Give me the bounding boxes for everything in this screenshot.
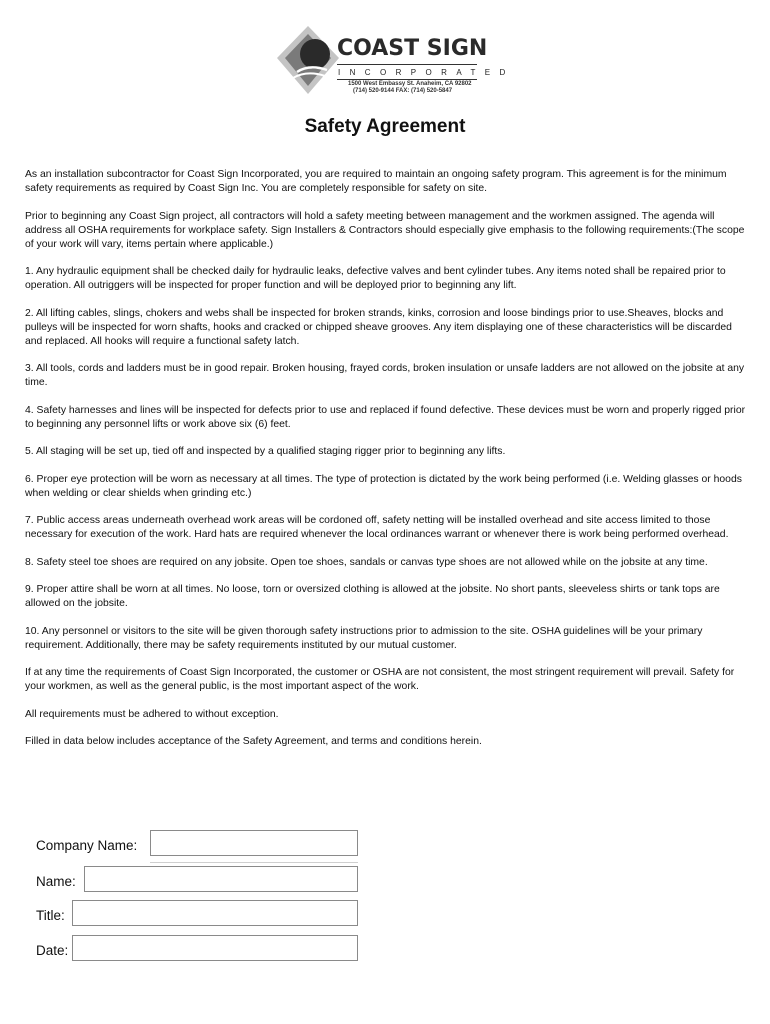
date-field[interactable]: [72, 935, 358, 961]
company-name-field[interactable]: [150, 830, 358, 856]
title-label: Title:: [36, 908, 65, 923]
name-field[interactable]: [84, 866, 358, 892]
paragraph-item-4: 4. Safety harnesses and lines will be inspected for defects prior to use and replaced if found defective. These devices must be worn and properly rigged prior to beginning any personnel lifts or work above six (6) feet.: [25, 404, 746, 430]
company-logo: [275, 24, 515, 104]
coast-sign-logo-icon: [275, 24, 341, 96]
paragraph-item-2: 2. All lifting cables, slings, chokers and webs shall be inspected for broken strands, kinks, corrosion and loose bindings prior to use.Sheaves, blocks and pulleys will be inspected for worn shafts, hooks and cracked or chipped sheave grooves. Any item displaying one of these characteristics will be discarded and replaced. All hooks will require a functional safety latch.: [25, 307, 732, 347]
title-field[interactable]: [72, 900, 358, 926]
company-name-field-shadow: [150, 862, 358, 863]
paragraph-item-3: 3. All tools, cords and ladders must be in good repair. Broken housing, frayed cords, broken insulation or unsafe ladders are not allowed on the jobsite at any time.: [25, 363, 745, 388]
document-title: Safety Agreement: [304, 116, 466, 137]
paragraph-item-1: 1. Any hydraulic equipment shall be checked daily for hydraulic leaks, defective valves and bent cylinder tubes. Any items noted shall be repaired prior to operation. All outriggers will be inspected for proper function and will be deployed prior to beginning any lift.: [25, 266, 726, 291]
paragraph-item-5: 5. All staging will be set up, tied off and inspected by a qualified staging rigger prior to beginning any lifts.: [25, 446, 506, 457]
paragraph-acceptance: Filled in data below includes acceptance of the Safety Agreement, and terms and conditions herein.: [25, 736, 482, 747]
paragraph-item-9: 9. Proper attire shall be worn at all times. No loose, torn or oversized clothing is allowed at the jobsite. No short pants, sleeveless shirts or tank tops are allowed on the jobsite.: [25, 584, 720, 609]
logo-divider: [337, 64, 477, 65]
paragraph-item-6: 6. Proper eye protection will be worn as necessary at all times. The type of protection is dictated by the work being performed (i.e. Welding glasses or hoods when welding or clear shields when grinding etc.): [25, 473, 742, 499]
logo-divider-lower: [337, 79, 477, 80]
paragraph-prior: Prior to beginning any Coast Sign project, all contractors will hold a safety meeting between management and the workmen assigned. The agenda will address all OSHA requirements for workplace safety. Sign Installers & Contractors should especially give emphasis to the following requirements:(The scope of your work will vary, items pertain where applicable.): [25, 210, 745, 250]
paragraph-item-10: 10. Any personnel or visitors to the site will be given thorough safety instructions prior to admission to the site. OSHA guidelines will be your primary requirement. Additionally, there may be safety requirements instituted by our mutual customer.: [25, 625, 703, 651]
paragraph-conflict: If at any time the requirements of Coast Sign Incorporated, the customer or OSHA are not consistent, the most stringent requirement will prevail. Safety for your workmen, as well as the general public, is the most important aspect of the work.: [25, 667, 735, 692]
logo-tagline: INCORPORATED: [338, 68, 515, 77]
logo-address: 1500 West Embassy St. Anaheim, CA 92802: [348, 81, 472, 87]
paragraph-adherence: All requirements must be adhered to without exception.: [25, 708, 279, 720]
date-label: Date:: [36, 943, 69, 958]
company-name-label: Company Name:: [36, 838, 138, 853]
agreement-body: [25, 168, 747, 763]
logo-name: COAST SIGN: [337, 36, 488, 61]
name-label: Name:: [36, 874, 76, 889]
paragraph-item-8: 8. Safety steel toe shoes are required on any jobsite. Open toe shoes, sandals or canvas type shoes are not allowed while on the jobsite at any time.: [25, 556, 708, 568]
paragraph-intro: As an installation subcontractor for Coast Sign Incorporated, you are required to maintain an ongoing safety program. This agreement is for the minimum safety requirements as required by Coast Sign Inc. You are completely responsible for safety on site.: [25, 169, 727, 194]
logo-phone: (714) 520-9144 FAX: (714) 520-5847: [353, 88, 453, 94]
paragraph-item-7: 7. Public access areas underneath overhead work areas will be cordoned off, safety netting will be installed overhead and site access limited to those necessary for execution of the work. Hard hats are required whenever the local ordinances warrant or whenever there is work being performed overhead.: [25, 515, 729, 540]
